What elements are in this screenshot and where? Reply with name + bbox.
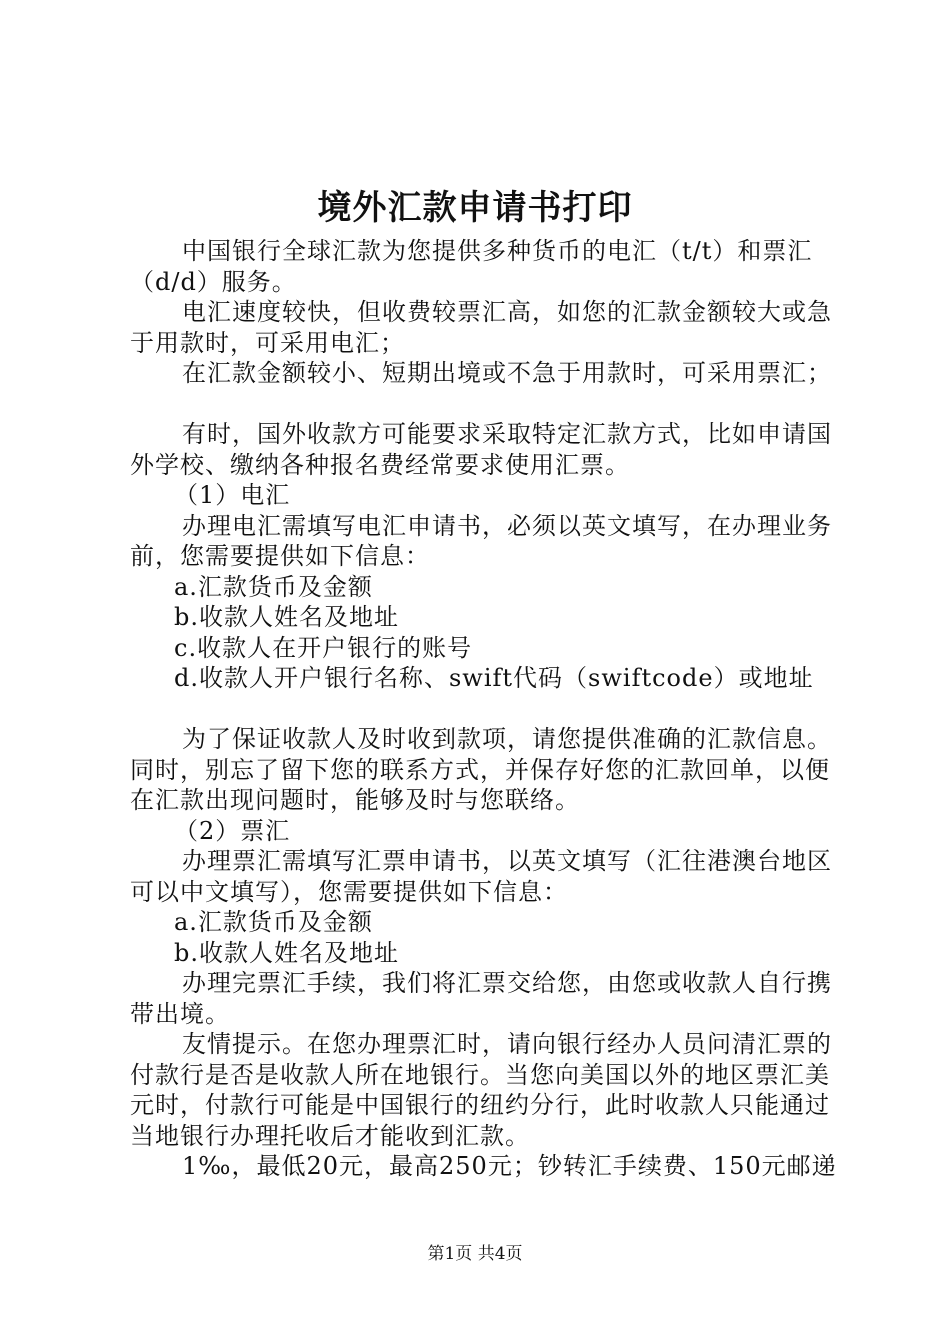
section-heading-draft: （2）票汇 [174,816,291,845]
paragraph-intro: 中国银行全球汇款为您提供多种货币的电汇（t/t）和票汇（d/d）服务。 [130,237,813,296]
paragraph-telegraphic-form: 办理电汇需填写电汇申请书，必须以英文填写，在办理业务前，您需要提供如下信息： [130,511,832,570]
paragraph-draft-use: 在汇款金额较小、短期出境或不急于用款时，可采用票汇； [182,359,832,387]
paragraph-special-method: 有时，国外收款方可能要求采取特定汇款方式，比如申请国外学校、缴纳各种报名费经常要求使用汇票。 [130,420,832,479]
paragraph-friendly-tip: 友情提示。在您办理票汇时，请向银行经办人员问清汇票的付款行是否是收款人所在地银行。当您向美国以外的地区票汇美元时，付款行可能是中国银行的纽约分行，此时收款人只能通过当地银行办理托收后才能收到汇款。 [130,1030,832,1150]
list-item: b.收款人姓名及地址 [174,603,399,631]
list-item: a.汇款货币及金额 [174,908,373,936]
list-item: c.收款人在开户银行的账号 [174,633,473,662]
page-number: 第1页 共4页 [427,1244,523,1264]
paragraph-fees: 1‰，最低20元，最高250元；钞转汇手续费、150元邮递 [182,1152,837,1180]
list-item: b.收款人姓名及地址 [174,938,399,967]
paragraph-accuracy-note: 为了保证收款人及时收到款项，请您提供准确的汇款信息。同时，别忘了留下您的联系方式，并保存好您的汇款回单，以便在汇款出现问题时，能够及时与您联络。 [130,725,832,814]
section-heading-telegraphic: （1）电汇 [174,481,291,509]
list-item: d.收款人开户银行名称、swift代码（swiftcode）或地址 [174,664,814,692]
paragraph-telegraphic-speed: 电汇速度较快，但收费较票汇高，如您的汇款金额较大或急于用款时，可采用电汇； [130,298,832,357]
document-body [130,236,840,1182]
paragraph-gap [130,694,840,725]
paragraph-draft-delivery: 办理完票汇手续，我们将汇票交给您，由您或收款人自行携带出境。 [130,969,832,1028]
paragraph-draft-form: 办理票汇需填写汇票申请书，以英文填写（汇往港澳台地区可以中文填写），您需要提供如下信息： [130,847,832,906]
document-title: 境外汇款申请书打印 [317,188,633,228]
list-item: a.汇款货币及金额 [174,572,373,601]
paragraph-gap [130,389,840,420]
